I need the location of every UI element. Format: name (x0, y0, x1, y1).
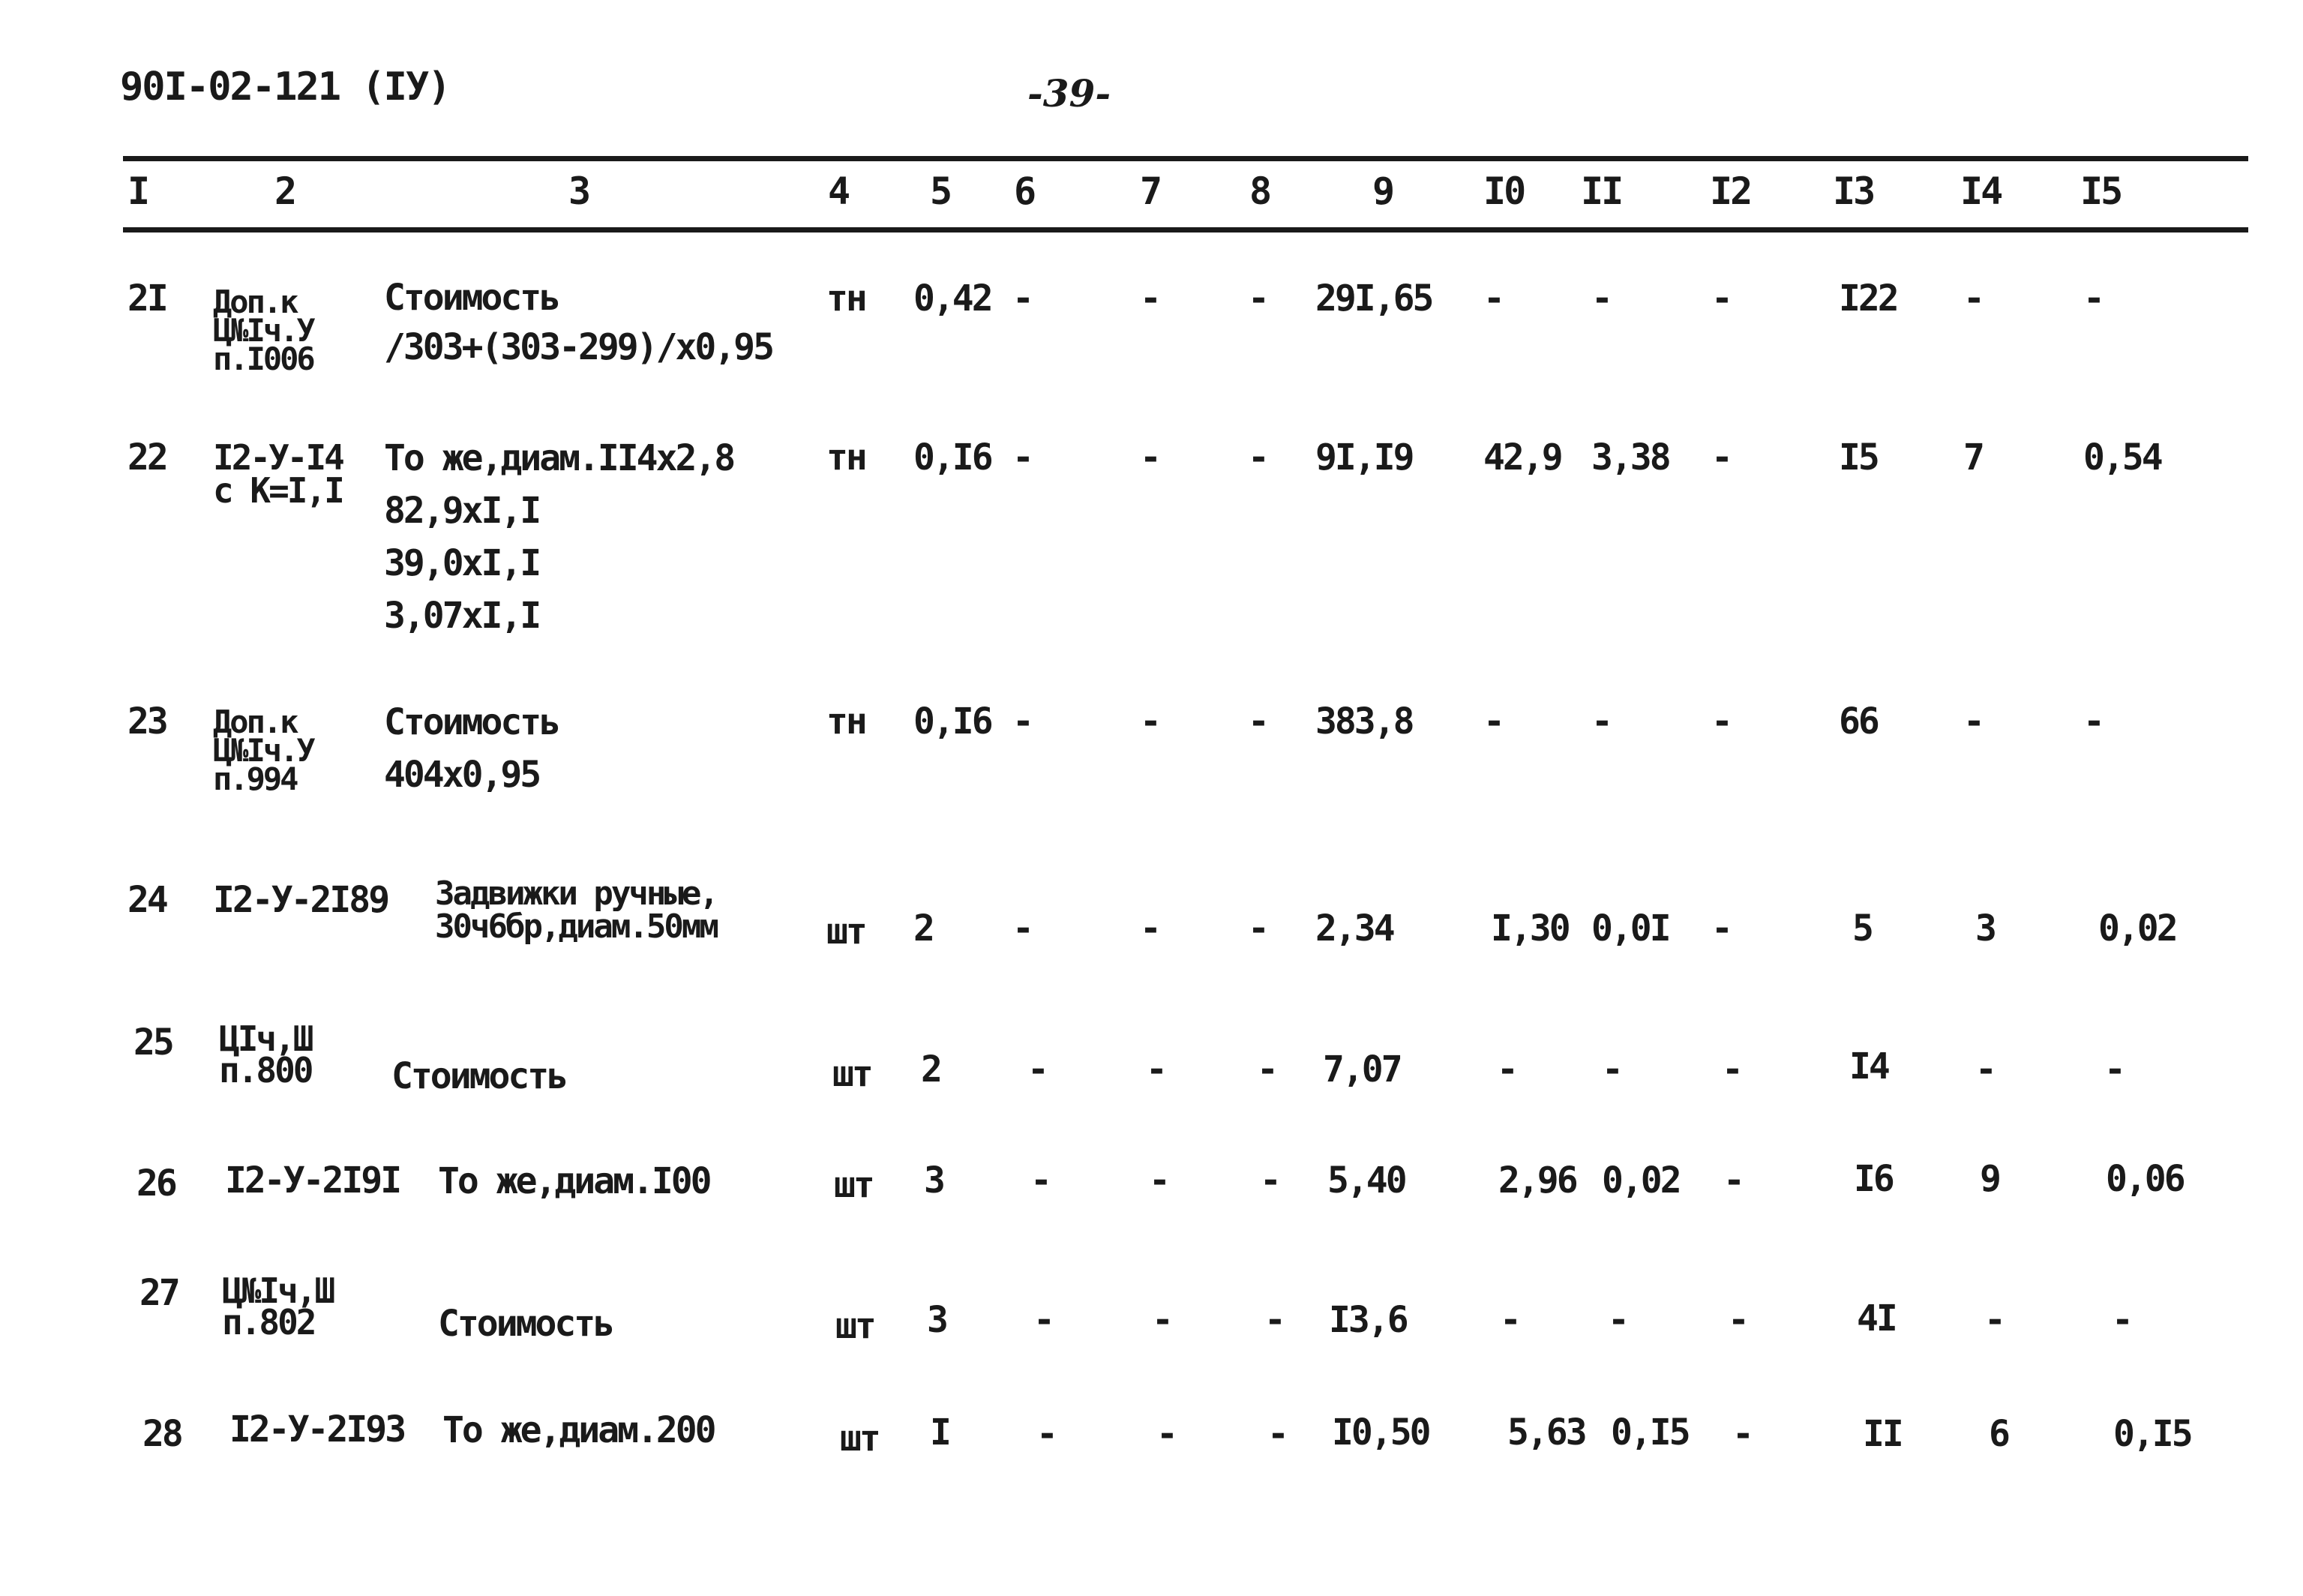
row-code (213, 284, 313, 377)
row-col14: 9 (1980, 1158, 1999, 1200)
row-col9: 2,34 (1315, 908, 1393, 950)
row-col11: - (1602, 1048, 1621, 1090)
row-col14: - (1975, 1048, 1995, 1090)
row-col11: 0,I5 (1611, 1412, 1689, 1454)
row-col9: I3,6 (1329, 1299, 1407, 1341)
row-col13: 66 (1839, 700, 1878, 742)
row-col9: 5,40 (1327, 1160, 1405, 1202)
row-code-line: п.800 (219, 1050, 312, 1090)
row-col6: - (1027, 1048, 1047, 1090)
row-col12: - (1723, 1160, 1743, 1202)
row-col7: - (1152, 1299, 1171, 1341)
table-header-rule (123, 227, 2248, 232)
row-col13: 4I (1857, 1298, 1896, 1340)
row-col12: - (1732, 1413, 1752, 1455)
row-number: 22 (127, 436, 166, 478)
row-unit: шт (826, 910, 865, 952)
column-header-3: 3 (568, 170, 589, 213)
row-col12: - (1711, 908, 1731, 950)
row-col8: - (1264, 1299, 1284, 1341)
row-unit: тн (826, 700, 865, 742)
row-description-line: Стоимость (384, 277, 559, 319)
column-header-2: 2 (274, 170, 295, 213)
row-number: 27 (139, 1272, 178, 1314)
row-col7: - (1140, 700, 1159, 742)
row-col15: - (2104, 1048, 2124, 1090)
row-code (219, 1018, 312, 1090)
row-col6: - (1033, 1299, 1053, 1341)
row-col12: - (1728, 1299, 1747, 1341)
row-description-line: То же,диам.II4х2,8 (384, 437, 734, 479)
row-col5: 2 (913, 908, 933, 950)
row-col9: 29I,65 (1315, 278, 1432, 320)
row-col6: - (1012, 700, 1032, 742)
row-unit: тн (826, 436, 865, 478)
row-col7: - (1149, 1160, 1168, 1202)
row-col10: - (1500, 1299, 1519, 1341)
row-col6: - (1036, 1413, 1056, 1455)
row-number: 23 (127, 700, 166, 742)
row-col12: - (1711, 278, 1731, 320)
page-number: -39- (1027, 71, 1111, 116)
row-col12: - (1722, 1048, 1741, 1090)
row-col10: 2,96 (1498, 1160, 1576, 1202)
row-col7: - (1140, 278, 1159, 320)
row-code (213, 704, 313, 797)
row-code-line: п.802 (222, 1302, 315, 1342)
row-number: 28 (142, 1413, 181, 1455)
row-col12: - (1711, 700, 1731, 742)
row-unit: шт (835, 1305, 874, 1347)
row-code-line: Ц№Iч,Ш (222, 1270, 334, 1311)
row-description-line: 3,07хI,I (384, 595, 540, 637)
row-col8: - (1248, 436, 1267, 478)
row-col5: 2 (921, 1048, 940, 1090)
row-col9: 9I,I9 (1315, 436, 1413, 478)
row-col13: I6 (1854, 1158, 1893, 1200)
row-code-line: Ц№Iч.У (213, 312, 313, 349)
row-description (384, 696, 559, 801)
row-col5: 0,42 (913, 278, 991, 320)
row-col9: I0,50 (1332, 1412, 1429, 1454)
row-col6: - (1012, 278, 1032, 320)
row-description-line: 404х0,95 (384, 754, 540, 796)
row-number: 26 (136, 1162, 175, 1204)
row-description-line: 39,0хI,I (384, 542, 540, 584)
row-col6: - (1012, 436, 1032, 478)
row-col8: - (1257, 1048, 1276, 1090)
column-header-7: 7 (1140, 170, 1161, 213)
row-col5: 3 (927, 1299, 946, 1341)
row-number: 25 (133, 1022, 172, 1064)
row-code-line: Ц№Iч.У (213, 732, 313, 769)
row-col8: - (1267, 1413, 1287, 1455)
document-code: 90I-02-121 (IУ) (120, 64, 450, 110)
row-col14: - (1984, 1299, 2004, 1341)
row-col8: - (1248, 908, 1267, 950)
row-unit: тн (826, 278, 865, 320)
row-description (384, 432, 733, 642)
row-col10: - (1483, 700, 1503, 742)
row-code-line: ЦIч,Ш (219, 1018, 312, 1059)
row-number: 24 (127, 879, 166, 921)
row-code-line: п.I006 (213, 340, 313, 377)
row-code-line: I2-У-I4 (213, 437, 343, 478)
row-code: I2-У-2I89 (213, 879, 388, 921)
row-col15: 0,54 (2083, 436, 2161, 478)
row-description-line: 30ч6бр,диам.50мм (435, 908, 717, 946)
row-col6: - (1030, 1160, 1050, 1202)
row-code: I2-У-2I93 (229, 1408, 405, 1450)
row-col15: - (2112, 1299, 2131, 1341)
row-code: I2-У-2I9I (225, 1160, 400, 1202)
row-col11: - (1591, 700, 1611, 742)
row-col6: - (1012, 908, 1032, 950)
row-col13: I5 (1839, 436, 1878, 478)
row-col5: 0,I6 (913, 436, 991, 478)
row-col8: - (1260, 1160, 1279, 1202)
column-header-12: I2 (1710, 170, 1751, 213)
row-col14: 3 (1975, 908, 1995, 950)
row-col14: 7 (1963, 436, 1983, 478)
row-col11: 0,0I (1591, 908, 1669, 950)
row-col10: - (1483, 278, 1503, 320)
row-col13: 5 (1852, 908, 1872, 950)
row-col15: 0,02 (2098, 908, 2176, 950)
row-description: Стоимость (438, 1303, 613, 1345)
row-description (384, 273, 772, 372)
row-unit: шт (840, 1418, 879, 1460)
row-col10: I,30 (1491, 908, 1569, 950)
row-col11: 0,02 (1602, 1160, 1680, 1202)
row-col14: - (1963, 700, 1983, 742)
column-header-15: I5 (2080, 170, 2122, 213)
column-header-10: I0 (1483, 170, 1525, 213)
column-header-5: 5 (930, 170, 951, 213)
row-col15: - (2083, 700, 2103, 742)
column-header-4: 4 (828, 170, 849, 213)
column-header-9: 9 (1372, 170, 1393, 213)
row-description: То же,диам.200 (442, 1409, 715, 1451)
row-col12: - (1711, 436, 1731, 478)
row-code-line: п.994 (213, 760, 297, 797)
row-col9: 7,07 (1323, 1048, 1401, 1090)
row-col11: - (1591, 278, 1611, 320)
row-col10: 5,63 (1507, 1412, 1585, 1454)
row-col10: 42,9 (1483, 436, 1561, 478)
row-col8: - (1248, 700, 1267, 742)
row-col13: I4 (1849, 1046, 1888, 1088)
column-header-11: II (1581, 170, 1622, 213)
row-code (213, 437, 343, 511)
row-description-line: Задвижки ручные, (435, 874, 717, 913)
row-description (435, 874, 717, 946)
row-unit: шт (834, 1164, 873, 1206)
row-description: То же,диам.I00 (438, 1160, 710, 1202)
row-col5: 3 (924, 1160, 943, 1202)
row-col15: - (2083, 278, 2103, 320)
row-col15: 0,06 (2106, 1158, 2184, 1200)
row-number: 2I (127, 278, 166, 320)
row-col10: - (1497, 1048, 1516, 1090)
row-col11: 3,38 (1591, 436, 1669, 478)
row-description-line: Стоимость (384, 701, 559, 743)
table-top-rule (123, 156, 2248, 161)
column-header-14: I4 (1960, 170, 2002, 213)
column-header-1: I (127, 170, 148, 213)
row-col5: 0,I6 (913, 700, 991, 742)
row-col5: I (930, 1412, 949, 1454)
row-code (222, 1270, 334, 1342)
row-code-line: с К=I,I (213, 470, 343, 511)
row-col7: - (1146, 1048, 1165, 1090)
row-col7: - (1156, 1413, 1176, 1455)
row-code-line: Доп.к (213, 284, 297, 320)
row-col13: I22 (1839, 278, 1897, 320)
row-col8: - (1248, 278, 1267, 320)
column-header-13: I3 (1833, 170, 1874, 213)
row-code-line: Доп.к (213, 704, 297, 740)
row-description-line: 82,9хI,I (384, 490, 540, 532)
row-description: Стоимость (391, 1055, 567, 1097)
column-header-6: 6 (1014, 170, 1035, 213)
row-col13: II (1863, 1413, 1902, 1455)
row-unit: шт (832, 1053, 871, 1095)
row-col9: 383,8 (1315, 700, 1413, 742)
row-col11: - (1608, 1299, 1627, 1341)
row-description-line: /303+(303-299)/х0,95 (384, 326, 772, 368)
row-col7: - (1140, 908, 1159, 950)
row-col15: 0,I5 (2113, 1413, 2191, 1455)
row-col14: 6 (1989, 1413, 2008, 1455)
row-col14: - (1963, 278, 1983, 320)
column-header-8: 8 (1249, 170, 1270, 213)
row-col7: - (1140, 436, 1159, 478)
